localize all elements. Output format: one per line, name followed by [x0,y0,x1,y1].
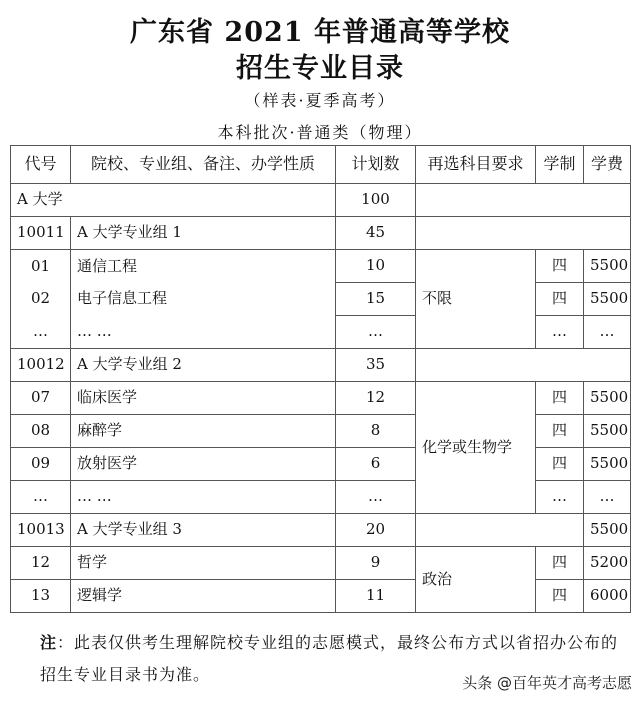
cell-code: 09 [11,448,71,481]
cell-code: 07 [11,382,71,415]
cell-fee: 5500 [584,415,631,448]
cell-fee: 5500 [584,448,631,481]
cell-name: 临床医学 [71,382,336,415]
footnote-text: ：此表仅供考生理解院校专业组的志愿模式，最终公布方式以省招办公布的招生专业目录书为准。 [40,633,619,684]
table-row [11,283,631,316]
header-code: 代号 [11,146,71,184]
watermark: 头条 @百年英才高考志愿 [462,674,632,692]
cell-plan: 20 [336,514,416,547]
cell-years: 四 [536,382,584,415]
cell-name: 逻辑学 [71,580,336,613]
cell-years: 四 [536,580,584,613]
cell-fee: … [584,481,631,514]
table-row [11,349,631,382]
cell-empty [416,514,584,547]
cell-plan: 10 [336,250,416,283]
cell-plan: 100 [336,184,416,217]
cell-code: 08 [11,415,71,448]
table-row [11,415,631,448]
title-line-1: 广东省 2021 年普通高等学校 [130,17,510,48]
header-years: 学制 [536,146,584,184]
cell-plan: … [336,481,416,514]
header-requirement: 再选科目要求 [416,146,536,184]
cell-empty [416,217,631,250]
table-header-row [11,146,631,184]
cell-years: … [536,316,584,349]
cell-code: 12 [11,547,71,580]
table-row [11,481,631,514]
cell-fee: 5500 [584,250,631,283]
table-row [11,382,631,415]
cell-fee: 5500 [584,382,631,415]
cell-name: … … [71,481,336,514]
cell-requirement: 不限 [416,250,536,349]
cell-plan: 8 [336,415,416,448]
cell-code: A 大学 [11,184,336,217]
cell-name: 放射医学 [71,448,336,481]
table-row [11,217,631,250]
cell-plan: 15 [336,283,416,316]
cell-name: … … [71,316,336,349]
cell-plan: 6 [336,448,416,481]
table-row [11,184,631,217]
cell-years: 四 [536,415,584,448]
cell-code: 02 [11,283,71,316]
cell-name: A 大学专业组 2 [71,349,336,382]
batch-label: 本科批次·普通类（物理） [217,123,423,142]
cell-plan: 12 [336,382,416,415]
table-row [11,448,631,481]
cell-name: 通信工程 [71,250,336,283]
cell-fee: 5500 [584,514,631,547]
subtitle: （样表·夏季高考） [244,91,396,110]
cell-code: 01 [11,250,71,283]
table-row [11,580,631,613]
cell-requirement: 化学或生物学 [416,382,536,514]
footnote-label: 注 [40,633,58,652]
cell-fee: 6000 [584,580,631,613]
cell-years: 四 [536,283,584,316]
cell-requirement: 政治 [416,547,536,613]
cell-plan: 9 [336,547,416,580]
cell-plan: … [336,316,416,349]
cell-years: 四 [536,547,584,580]
cell-empty [416,184,631,217]
cell-plan: 45 [336,217,416,250]
cell-code: … [11,316,71,349]
table-row [11,547,631,580]
enrollment-table [10,145,631,613]
cell-code: 13 [11,580,71,613]
cell-fee: 5200 [584,547,631,580]
header-plan: 计划数 [336,146,416,184]
cell-name: 哲学 [71,547,336,580]
cell-code: 10011 [11,217,71,250]
table-row [11,250,631,283]
cell-name: A 大学专业组 1 [71,217,336,250]
cell-plan: 11 [336,580,416,613]
cell-name: 电子信息工程 [71,283,336,316]
cell-years: 四 [536,250,584,283]
cell-fee: … [584,316,631,349]
cell-code: … [11,481,71,514]
cell-fee: 5500 [584,283,631,316]
cell-code: 10012 [11,349,71,382]
cell-name: A 大学专业组 3 [71,514,336,547]
header-name: 院校、专业组、备注、办学性质 [71,146,336,184]
cell-years: … [536,481,584,514]
cell-name: 麻醉学 [71,415,336,448]
header-fee: 学费 [584,146,631,184]
table-row [11,316,631,349]
cell-years: 四 [536,448,584,481]
cell-code: 10013 [11,514,71,547]
cell-plan: 35 [336,349,416,382]
cell-empty [416,349,631,382]
title-line-2: 招生专业目录 [236,53,404,84]
table-row [11,514,631,547]
